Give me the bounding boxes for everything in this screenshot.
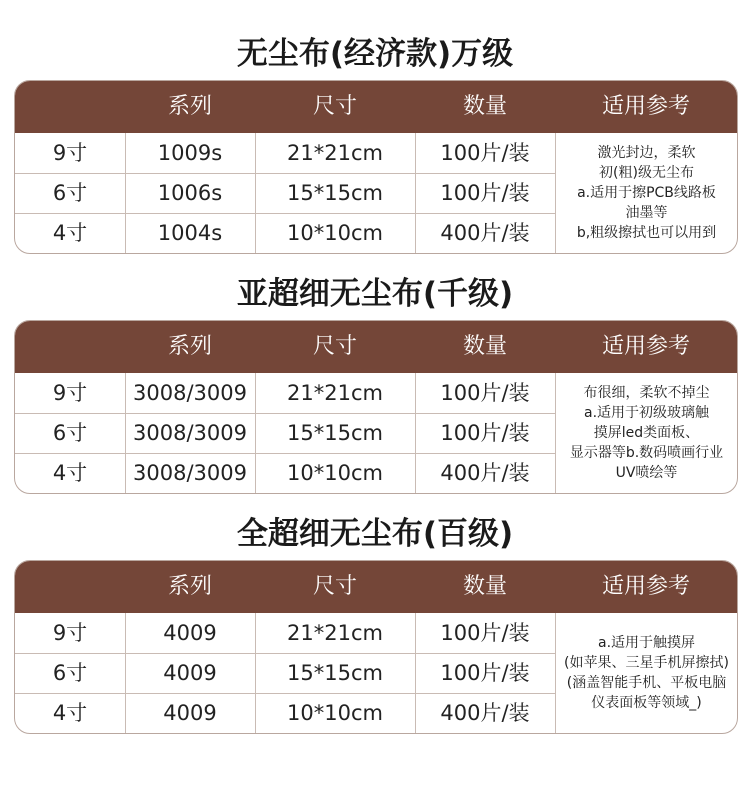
header-usage: 适用参考 — [601, 94, 690, 119]
cell-series: 4009 — [163, 621, 217, 645]
cell-dimension: 10*10cm — [287, 221, 383, 245]
header-usage: 适用参考 — [601, 574, 690, 599]
note-line: 油墨等 — [625, 205, 668, 221]
header-series: 系列 — [167, 94, 212, 119]
note-line: a.适用于初级玻璃触 — [583, 405, 710, 421]
header-dimension: 尺寸 — [312, 334, 357, 359]
header-size — [15, 81, 125, 133]
cell-series: 1004s — [157, 221, 223, 245]
cell-size: 4寸 — [52, 701, 88, 725]
spec-table — [14, 320, 738, 494]
cell-series: 1006s — [157, 181, 223, 205]
cell-dimension: 21*21cm — [287, 141, 383, 165]
header-size — [15, 321, 125, 373]
header-usage: 适用参考 — [601, 334, 690, 359]
header-series: 系列 — [167, 574, 212, 599]
table-body — [15, 373, 737, 493]
cell-dimension: 15*15cm — [287, 661, 383, 685]
header-quantity: 数量 — [462, 94, 507, 119]
cell-quantity: 100片/装 — [440, 421, 530, 445]
cell-size: 4寸 — [52, 221, 88, 245]
note-line: 显示器等b.数码喷画行业 — [569, 445, 724, 461]
header-dimension: 尺寸 — [312, 574, 357, 599]
note-line: (涵盖智能手机、平板电脑 — [566, 675, 727, 691]
header-quantity: 数量 — [462, 334, 507, 359]
note-line: b,粗级擦拭也可以用到 — [576, 225, 717, 241]
cell-quantity: 400片/装 — [440, 461, 530, 485]
cell-dimension: 10*10cm — [287, 701, 383, 725]
cell-quantity: 100片/装 — [440, 181, 530, 205]
section-title: 全超细无尘布(百级) — [236, 516, 514, 552]
cell-quantity: 100片/装 — [440, 381, 530, 405]
header-dimension: 尺寸 — [312, 94, 357, 119]
note-line: 激光封边，柔软 — [597, 145, 696, 161]
header-series: 系列 — [167, 334, 212, 359]
header-quantity: 数量 — [462, 574, 507, 599]
cell-size: 6寸 — [52, 661, 88, 685]
cell-series: 4009 — [163, 701, 217, 725]
note-line: a.适用于触摸屏 — [597, 635, 696, 651]
table-header — [15, 321, 737, 373]
usage-note — [556, 373, 737, 493]
cell-series: 3008/3009 — [133, 381, 247, 405]
note-line: a.适用于擦PCB线路板 — [577, 185, 716, 201]
cell-dimension: 21*21cm — [287, 621, 383, 645]
cell-size: 9寸 — [52, 381, 88, 405]
cell-size: 6寸 — [52, 421, 88, 445]
cell-series: 1009s — [157, 141, 223, 165]
cell-quantity: 400片/装 — [440, 701, 530, 725]
cell-size: 4寸 — [52, 461, 88, 485]
note-line: 布很细，柔软不掉尘 — [583, 385, 710, 401]
table-header — [15, 561, 737, 613]
cell-dimension: 21*21cm — [287, 381, 383, 405]
table-body — [15, 613, 737, 733]
note-line: (如苹果、三星手机屏擦拭) — [564, 655, 729, 671]
usage-note — [556, 133, 737, 253]
cell-series: 4009 — [163, 661, 217, 685]
cell-dimension: 10*10cm — [287, 461, 383, 485]
note-line: 摸屏led类面板、 — [593, 425, 700, 441]
header-size — [15, 561, 125, 613]
cell-quantity: 100片/装 — [440, 141, 530, 165]
spec-table — [14, 80, 738, 254]
cell-size: 6寸 — [52, 181, 88, 205]
cell-size: 9寸 — [52, 621, 88, 645]
note-line: 仪表面板等领域_) — [591, 695, 702, 711]
section-title: 亚超细无尘布(千级) — [236, 276, 514, 312]
cell-dimension: 15*15cm — [287, 181, 383, 205]
cell-quantity: 100片/装 — [440, 661, 530, 685]
cell-quantity: 400片/装 — [440, 221, 530, 245]
cell-series: 3008/3009 — [133, 461, 247, 485]
spec-table — [14, 560, 738, 734]
note-line: 初(粗)级无尘布 — [599, 165, 694, 181]
cell-series: 3008/3009 — [133, 421, 247, 445]
table-header — [15, 81, 737, 133]
cell-dimension: 15*15cm — [287, 421, 383, 445]
cell-quantity: 100片/装 — [440, 621, 530, 645]
section-title: 无尘布(经济款)万级 — [236, 36, 514, 72]
table-body — [15, 133, 737, 253]
usage-note — [556, 613, 737, 733]
cell-size: 9寸 — [52, 141, 88, 165]
note-line: UV喷绘等 — [615, 465, 678, 481]
